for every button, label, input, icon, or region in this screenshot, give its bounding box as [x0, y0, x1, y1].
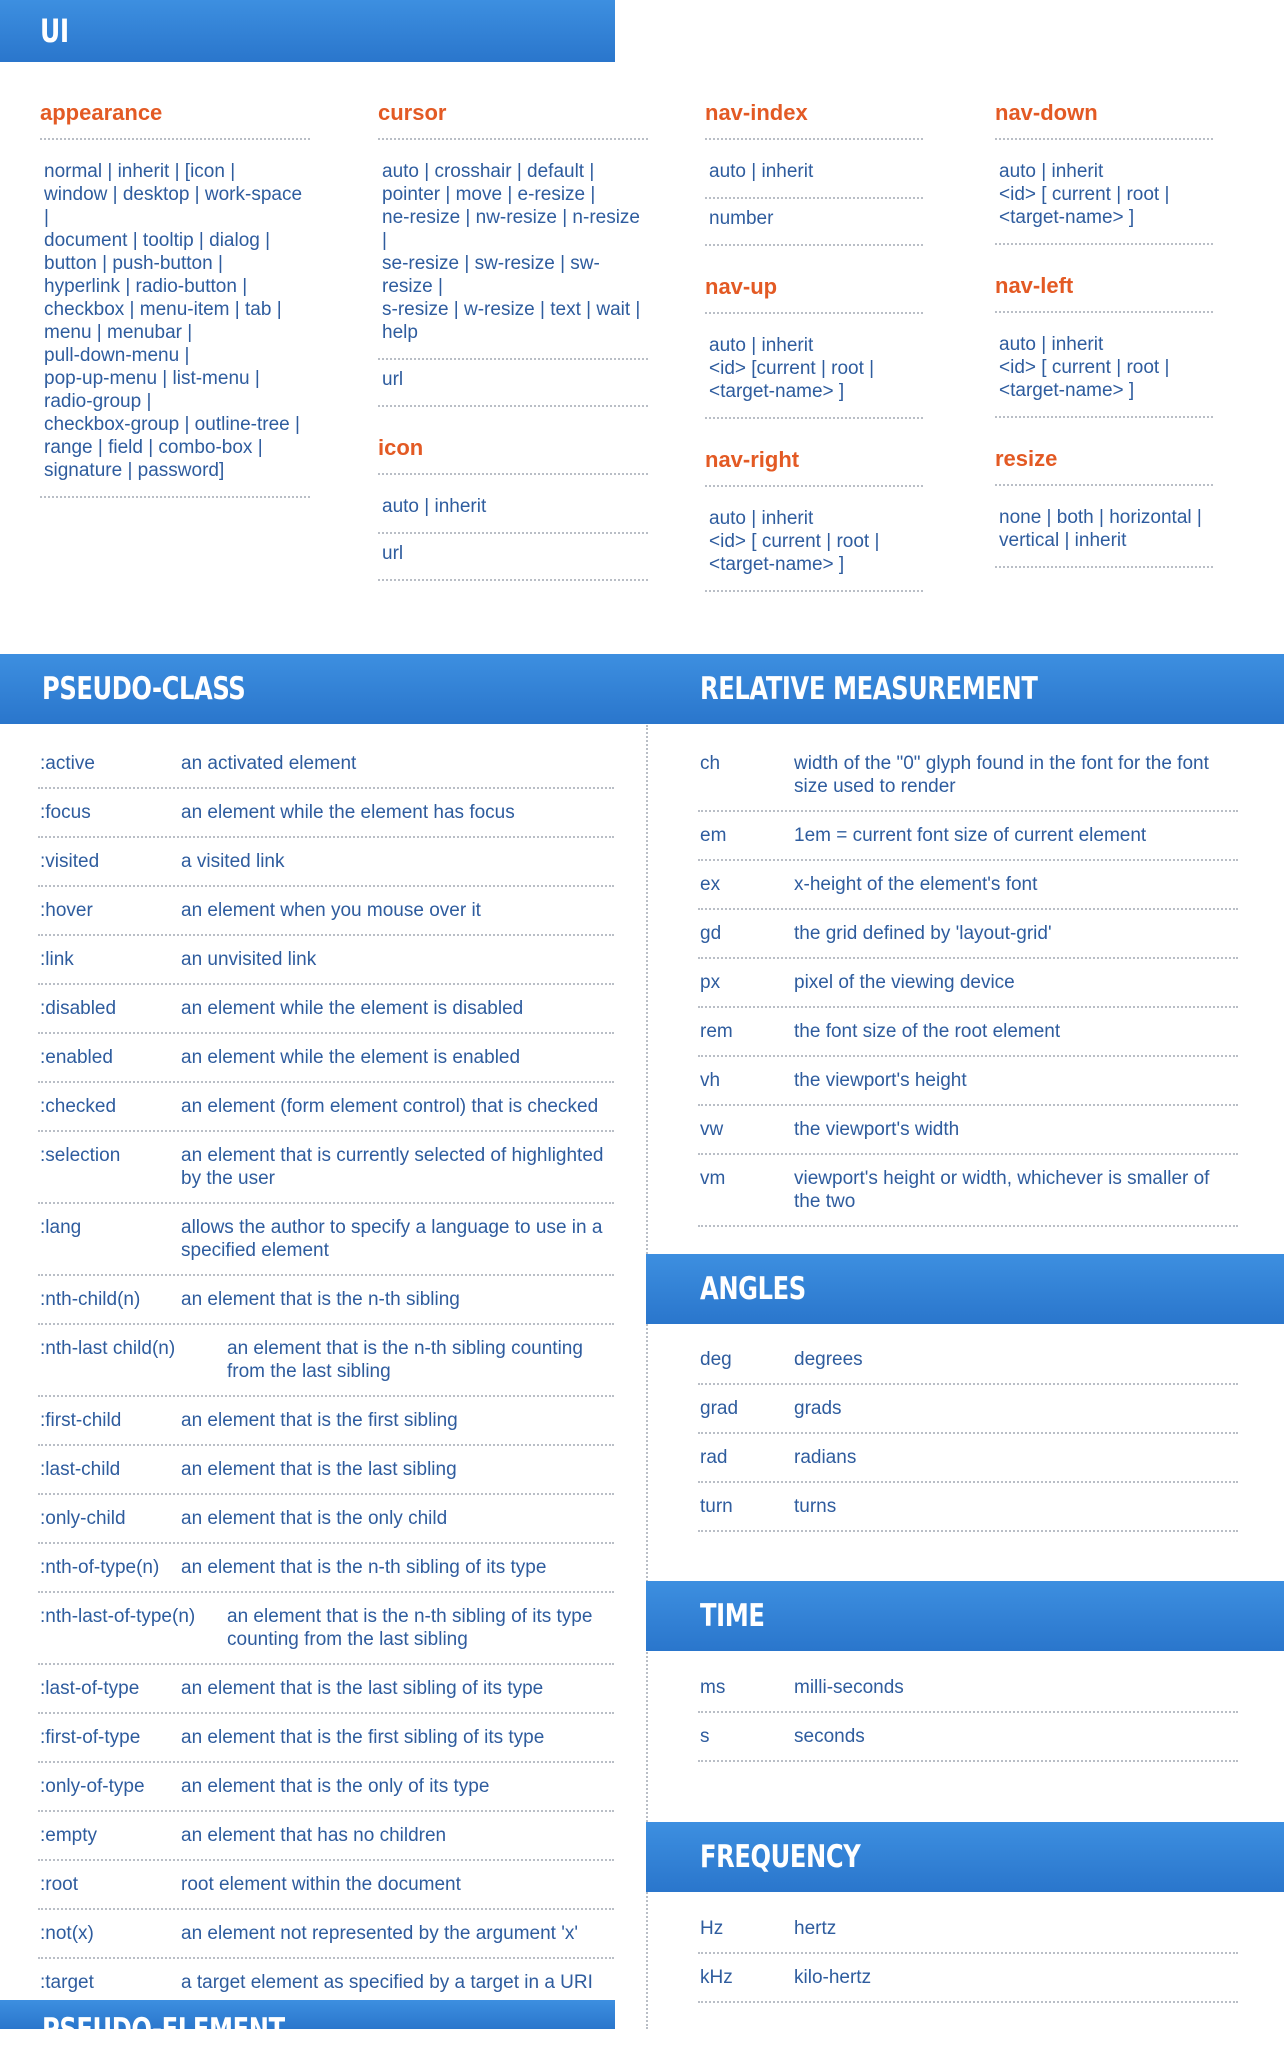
row-description: hertz [794, 1918, 837, 1939]
appearance-section [40, 100, 310, 498]
table-row [698, 1664, 1238, 1713]
row-key: :target [40, 1972, 94, 1993]
resize-section [995, 446, 1213, 568]
table-row [38, 789, 614, 838]
relative-measurement-table [698, 740, 1238, 1227]
angles-title: ANGLES [700, 1271, 806, 1307]
row-key: ms [700, 1677, 726, 1698]
cursor-section [378, 100, 648, 407]
row-key: :first-child [40, 1410, 122, 1431]
table-row [698, 1385, 1238, 1434]
time-section-header [646, 1581, 1284, 1651]
row-key: :disabled [40, 998, 117, 1019]
row-description: an element (form element control) that is checked [181, 1096, 599, 1117]
cursor-heading: cursor [378, 100, 648, 140]
table-row [38, 1446, 614, 1495]
row-key: :root [40, 1874, 79, 1895]
cursor-values: auto | crosshair | default | pointer | move | e-resize | ne-resize | nw-resize | n-resize | se-resize | sw-resize | sw-resize | s-resize | w-resize | text | wait | help [378, 152, 648, 360]
table-row [698, 959, 1238, 1008]
relative-measurement-title: RELATIVE MEASUREMENT [700, 671, 1038, 707]
row-key: kHz [700, 1967, 733, 1988]
time-title: TIME [700, 1598, 765, 1634]
row-key: :nth-last child(n) [40, 1338, 176, 1359]
resize-heading: resize [995, 446, 1213, 486]
row-key: em [700, 825, 727, 846]
table-row [38, 1544, 614, 1593]
table-row [698, 1155, 1238, 1227]
nav-up-section [705, 274, 923, 419]
row-description: pixel of the viewing device [794, 972, 1015, 993]
row-description: an element when you mouse over it [181, 900, 481, 921]
cursor-url-value: url [378, 360, 648, 407]
row-key: :selection [40, 1145, 121, 1166]
row-description: the viewport's width [794, 1119, 960, 1140]
table-row [698, 1713, 1238, 1762]
row-description: an unvisited link [181, 949, 317, 970]
nav-right-section [705, 447, 923, 592]
icon-section [378, 435, 648, 581]
row-key: :link [40, 949, 74, 970]
row-description: an element that is the only child [181, 1508, 448, 1529]
row-description: x-height of the element's font [794, 874, 1038, 895]
relative-measurement-section-header [646, 654, 1284, 724]
row-key: :last-of-type [40, 1678, 140, 1699]
nav-right-heading: nav-right [705, 447, 923, 487]
table-row [698, 1483, 1238, 1532]
row-key: rad [700, 1447, 728, 1468]
row-description: kilo-hertz [794, 1967, 872, 1988]
row-key: rem [700, 1021, 733, 1042]
pseudo-element-section-header [0, 2000, 615, 2048]
nav-index-number-value: number [705, 199, 923, 246]
row-description: the grid defined by 'layout-grid' [794, 923, 1052, 944]
row-key: deg [700, 1349, 732, 1370]
nav-index-heading: nav-index [705, 100, 923, 140]
table-row [698, 861, 1238, 910]
table-row [698, 1905, 1238, 1954]
row-key: :first-of-type [40, 1727, 141, 1748]
resize-values: none | both | horizontal | vertical | inherit [995, 498, 1213, 568]
row-key: :only-of-type [40, 1776, 145, 1797]
table-row [38, 1325, 614, 1397]
row-key: vm [700, 1168, 726, 1189]
row-description: an element that is the only of its type [181, 1776, 490, 1797]
pseudo-element-title: PSEUDO-ELEMENT [42, 2012, 285, 2048]
row-description: a visited link [181, 851, 285, 872]
row-description: 1em = current font size of current element [794, 825, 1147, 846]
nav-index-values: auto | inherit [705, 152, 923, 199]
row-key: :checked [40, 1096, 117, 1117]
frequency-section-header [646, 1822, 1284, 1892]
row-description: an element that is the n-th sibling [181, 1289, 460, 1310]
table-row [38, 887, 614, 936]
appearance-heading: appearance [40, 100, 310, 140]
table-row [698, 1008, 1238, 1057]
table-row [698, 1954, 1238, 2003]
row-description: viewport's height or width, whichever is smaller of the two [794, 1168, 1210, 1212]
row-description: an element not represented by the argument 'x' [181, 1923, 578, 1944]
row-key: grad [700, 1398, 739, 1419]
table-row [38, 985, 614, 1034]
row-key: :active [40, 753, 95, 774]
row-key: vw [700, 1119, 724, 1140]
row-key: ex [700, 874, 721, 895]
row-description: an element while the element is enabled [181, 1047, 521, 1068]
row-key: gd [700, 923, 722, 944]
ui-section-header [0, 0, 615, 62]
row-key: :hover [40, 900, 93, 921]
table-row [38, 740, 614, 789]
ui-column-nav-down [995, 100, 1213, 586]
nav-left-values: auto | inherit <id> [ current | root | <target-name> ] [995, 325, 1213, 418]
table-row [38, 1083, 614, 1132]
pseudo-class-table [38, 740, 614, 2008]
icon-values: auto | inherit [378, 487, 648, 534]
table-row [38, 1665, 614, 1714]
row-key: :lang [40, 1217, 82, 1238]
table-row [38, 1812, 614, 1861]
pseudo-class-title: PSEUDO-CLASS [42, 671, 246, 707]
table-row [38, 1714, 614, 1763]
row-description: seconds [794, 1726, 865, 1747]
angles-section-header [646, 1254, 1284, 1324]
row-description: an element while the element is disabled [181, 998, 524, 1019]
table-row [38, 1034, 614, 1083]
row-description: milli-seconds [794, 1677, 904, 1698]
table-row [38, 1861, 614, 1910]
nav-down-heading: nav-down [995, 100, 1213, 140]
row-key: s [700, 1726, 710, 1747]
row-description: an element that is the last sibling [181, 1459, 457, 1480]
ui-column-appearance [40, 100, 310, 516]
table-row [698, 1434, 1238, 1483]
pseudo-class-section-header [0, 654, 646, 724]
table-row [698, 1106, 1238, 1155]
row-description: an element that is the first sibling [181, 1410, 458, 1431]
row-description: width of the "0" glyph found in the font for the font size used to render [794, 753, 1209, 797]
table-row [38, 936, 614, 985]
row-description: turns [794, 1496, 837, 1517]
table-row [38, 1495, 614, 1544]
row-description: an element that is the n-th sibling counting from the last sibling [227, 1338, 583, 1382]
row-key: turn [700, 1496, 733, 1517]
nav-up-values: auto | inherit <id> [current | root | <target-name> ] [705, 326, 923, 419]
row-description: root element within the document [181, 1874, 461, 1895]
icon-url-value: url [378, 534, 648, 581]
nav-right-values: auto | inherit <id> [ current | root | <target-name> ] [705, 499, 923, 592]
row-description: a target element as specified by a target in a URI [181, 1972, 593, 1993]
row-description: the viewport's height [794, 1070, 967, 1091]
row-key: Hz [700, 1918, 724, 1939]
row-description: an element that is the first sibling of its type [181, 1727, 545, 1748]
row-key: :last-child [40, 1459, 121, 1480]
table-row [38, 1593, 614, 1665]
table-row [38, 838, 614, 887]
frequency-table [698, 1905, 1238, 2003]
table-row [698, 1336, 1238, 1385]
row-description: grads [794, 1398, 842, 1419]
row-key: :nth-child(n) [40, 1289, 141, 1310]
nav-up-heading: nav-up [705, 274, 923, 314]
nav-index-section [705, 100, 923, 246]
table-row [698, 740, 1238, 812]
table-row [698, 910, 1238, 959]
ui-column-nav-index [705, 100, 923, 610]
row-key: :empty [40, 1825, 98, 1846]
row-key: :visited [40, 851, 100, 872]
nav-down-values: auto | inherit <id> [ current | root | <target-name> ] [995, 152, 1213, 245]
nav-left-heading: nav-left [995, 273, 1213, 313]
appearance-values: normal | inherit | [icon | window | desktop | work-space | document | tooltip | dialog | button | push-button | hyperlink | radio-button | checkbox | menu-item | tab | menu | menubar | pull-down-menu | pop-up-menu | list-menu | radio-group | checkbox-group | outline-tree | range | field | combo-box | signature | password] [40, 152, 310, 498]
row-description: degrees [794, 1349, 863, 1370]
row-key: :enabled [40, 1047, 113, 1068]
row-description: radians [794, 1447, 857, 1468]
frequency-title: FREQUENCY [700, 1839, 861, 1875]
row-key: vh [700, 1070, 721, 1091]
row-key: :nth-last-of-type(n) [40, 1606, 196, 1627]
table-row [38, 1910, 614, 1959]
row-description: an element that is currently selected of highlighted by the user [181, 1145, 604, 1189]
row-key: :focus [40, 802, 91, 823]
table-row [38, 1763, 614, 1812]
row-description: allows the author to specify a language to use in a specified element [181, 1217, 603, 1261]
nav-left-section [995, 273, 1213, 418]
nav-down-section [995, 100, 1213, 245]
angles-table [698, 1336, 1238, 1532]
row-key: :not(x) [40, 1923, 94, 1944]
row-key: ch [700, 753, 721, 774]
table-row [38, 1132, 614, 1204]
row-description: an element that is the n-th sibling of its type counting from the last sibling [227, 1606, 593, 1650]
row-key: :nth-of-type(n) [40, 1557, 160, 1578]
table-row [698, 1057, 1238, 1106]
table-row [38, 1204, 614, 1276]
row-key: :only-child [40, 1508, 126, 1529]
ui-section-title: UI [40, 12, 69, 50]
row-description: an element while the element has focus [181, 802, 515, 823]
row-description: an activated element [181, 753, 357, 774]
row-description: the font size of the root element [794, 1021, 1061, 1042]
row-description: an element that has no children [181, 1825, 447, 1846]
ui-column-cursor [378, 100, 648, 599]
table-row [38, 1397, 614, 1446]
table-row [698, 812, 1238, 861]
time-table [698, 1664, 1238, 1762]
row-key: px [700, 972, 721, 993]
row-description: an element that is the last sibling of its type [181, 1678, 544, 1699]
row-description: an element that is the n-th sibling of its type [181, 1557, 547, 1578]
icon-heading: icon [378, 435, 648, 475]
table-row [38, 1276, 614, 1325]
